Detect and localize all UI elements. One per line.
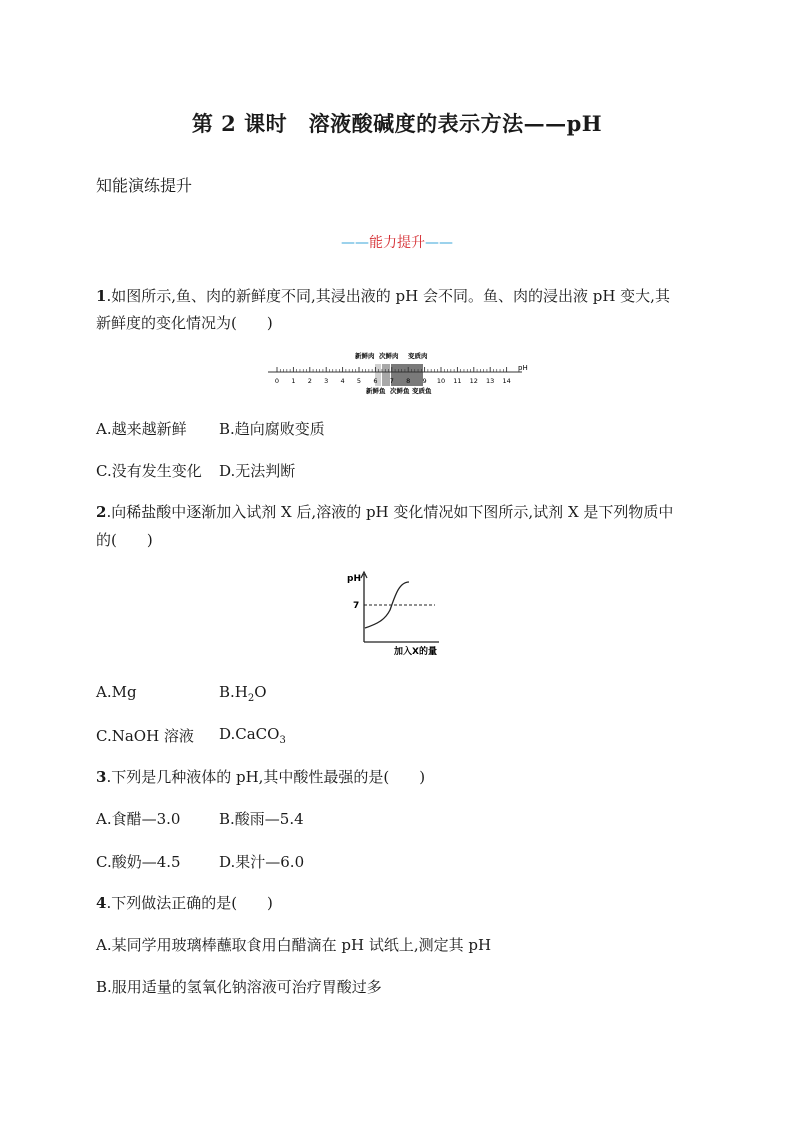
tick-label-5: 5 (356, 377, 362, 385)
q3-option-a: A.食醋—3.0 (96, 810, 181, 828)
question-2-number: 2 (96, 503, 107, 521)
tick-label-9: 9 (422, 377, 427, 385)
ph-freshness-scale-figure (264, 350, 534, 398)
tick-label-2: 2 (307, 377, 312, 385)
q2-option-b-text: B.H (219, 683, 248, 701)
label-fresh-meat: 新鲜肉 (355, 352, 375, 360)
tick-label-7: 7 (389, 377, 394, 385)
q1-option-a: A.越来越新鲜 (96, 420, 187, 438)
question-1-line2: 新鲜度的变化情况为( ) (96, 314, 273, 332)
tick-label-0: 0 (274, 377, 280, 385)
label-second-fresh-meat: 次鲜肉 (379, 352, 399, 360)
q1-option-b: B.趋向腐败变质 (219, 420, 325, 438)
tick-label-1: 1 (291, 377, 296, 385)
label-fresh-fish: 新鲜鱼 (366, 387, 386, 395)
tick-label-12: 12 (469, 377, 478, 385)
label-second-fresh-fish: 次鲜鱼 (390, 387, 410, 395)
q2-option-b-text-end: O (254, 683, 267, 701)
question-3-number: 3 (96, 768, 107, 786)
question-2-line1 (96, 499, 673, 526)
banner-dash-right: —— (425, 235, 453, 251)
banner-text: 能力提升 (369, 235, 425, 251)
q2-option-b-subscript: 2 (247, 693, 255, 704)
ph-curve-figure (343, 568, 448, 660)
question-4-line1 (96, 890, 273, 917)
tick-label-13: 13 (486, 377, 495, 385)
page-title: 第 2 课时 溶液酸碱度的表示方法——pH (191, 111, 603, 136)
tick-label-14: 14 (502, 377, 511, 385)
tick-label-4: 4 (340, 377, 345, 385)
question-2-line2: 的( ) (96, 531, 153, 549)
question-2-text: .向稀盐酸中逐渐加入试剂 X 后,溶液的 pH 变化情况如下图所示,试剂 X 是下列物质中 (106, 503, 674, 521)
q2-option-b (219, 683, 267, 704)
banner-dash-left: —— (341, 235, 369, 251)
tick-label-6: 6 (373, 377, 378, 385)
q4-option-b: B.服用适量的氢氧化钠溶液可治疗胃酸过多 (96, 978, 382, 996)
label-spoiled-fish: 变质鱼 (412, 387, 432, 395)
q2-option-d (219, 725, 286, 746)
q3-option-d: D.果汁—6.0 (219, 853, 305, 871)
q2-option-d-subscript: 3 (279, 735, 286, 746)
y-axis-label: pH (347, 574, 361, 584)
q3-option-b: B.酸雨—5.4 (219, 810, 304, 828)
question-3-line1 (96, 764, 425, 791)
q1-option-c: C.没有发生变化 (96, 462, 202, 480)
q2-option-c: C.NaOH 溶液 (96, 727, 194, 745)
y-tick-7: 7 (353, 601, 360, 611)
tick-label-11: 11 (453, 377, 462, 385)
question-1-text: .如图所示,鱼、肉的新鲜度不同,其浸出液的 pH 会不同。鱼、肉的浸出液 pH 变大,其 (106, 287, 670, 305)
tick-label-3: 3 (324, 377, 329, 385)
ability-banner (0, 232, 794, 252)
q2-option-d-text: D.CaCO (219, 725, 280, 743)
section-heading: 知能演练提升 (96, 176, 193, 195)
question-4-text: .下列做法正确的是( ) (106, 894, 273, 912)
q2-option-a: A.Mg (96, 683, 137, 701)
scale-axis-label: pH (518, 364, 528, 372)
question-1-line1 (96, 283, 670, 310)
scale-tick-labels (275, 377, 511, 385)
q4-option-a: A.某同学用玻璃棒蘸取食用白醋滴在 pH 试纸上,测定其 pH (96, 936, 492, 954)
scale-minor-ticks (277, 367, 507, 372)
q1-option-d: D.无法判断 (219, 462, 296, 480)
label-spoiled-meat: 变质肉 (408, 352, 428, 360)
question-4-number: 4 (96, 894, 107, 912)
question-3-text: .下列是几种液体的 pH,其中酸性最强的是( ) (106, 768, 426, 786)
x-axis-label: 加入X的量 (394, 647, 437, 657)
tick-label-8: 8 (406, 377, 411, 385)
tick-label-10: 10 (436, 377, 446, 385)
q3-option-c: C.酸奶—4.5 (96, 853, 181, 871)
question-1-number: 1 (96, 287, 107, 305)
